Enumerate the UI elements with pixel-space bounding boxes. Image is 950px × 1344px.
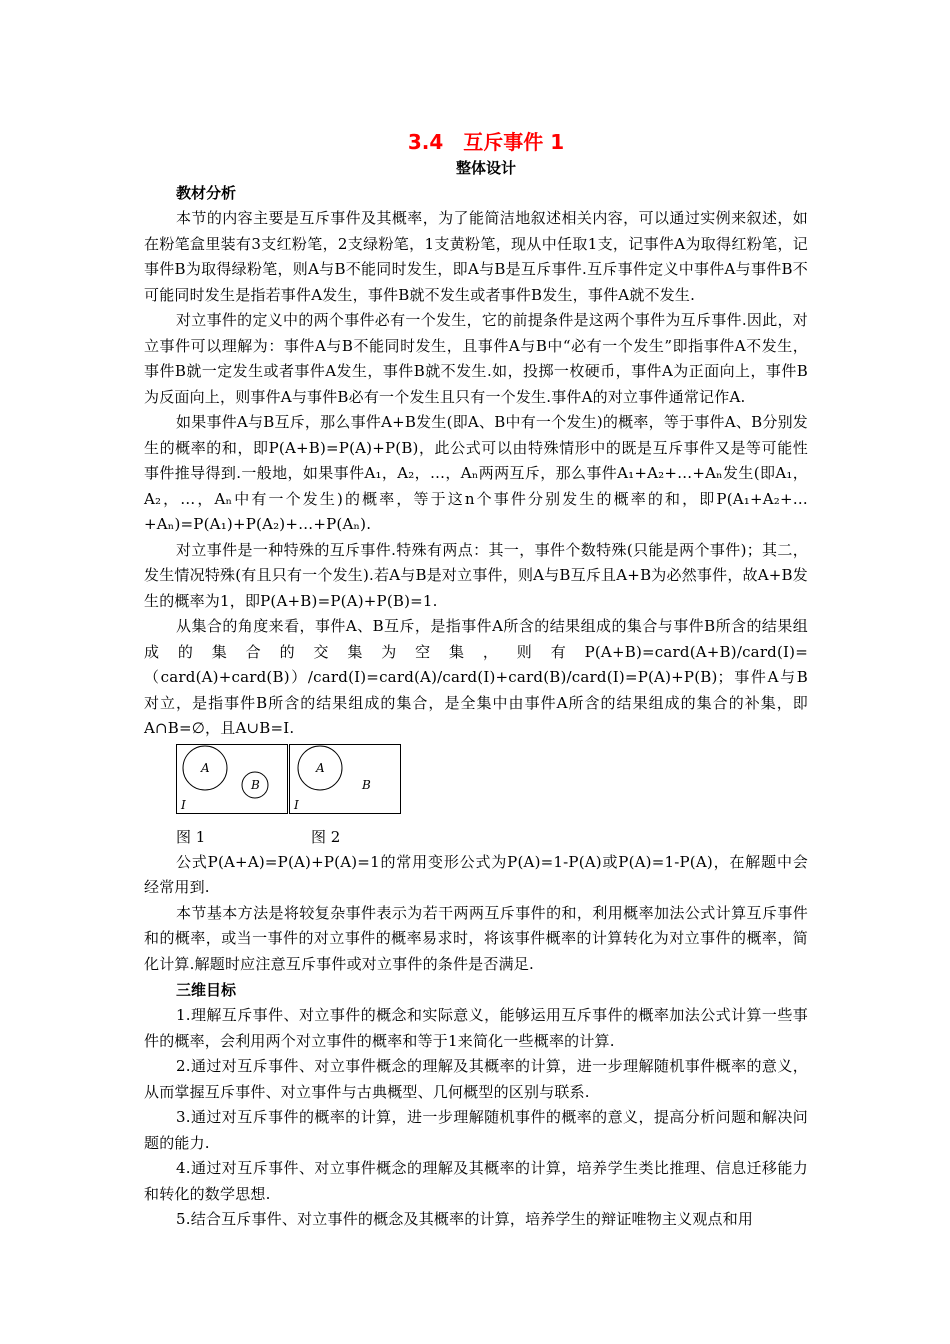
figure-1-caption: 图 1: [176, 827, 206, 846]
goal-item: 1.理解互斥事件、对立事件的概念和实际意义，能够运用互斥事件的概率加法公式计算一些事件的概率，会利用两个对立事件的概率和等于1来简化一些概率的计算.: [144, 1006, 808, 1050]
paragraph: 本节基本方法是将较复杂事件表示为若干两两互斥事件的和，利用概率加法公式计算互斥事件和的概率，或当一事件的对立事件的概率易求时，将该事件概率的计算转化为对立事件的概率，简化计算.解题时应注意互斥事件或对立事件的条件是否满足.: [144, 903, 808, 973]
goal-item: 4.通过对互斥事件、对立事件概念的理解及其概率的计算，培养学生类比推理、信息迁移能力和转化的数学思想.: [144, 1159, 808, 1203]
goal-item: 5.结合互斥事件、对立事件的概念及其概率的计算，培养学生的辩证唯物主义观点和用: [176, 1210, 754, 1228]
page-subtitle: 整体设计: [455, 159, 516, 177]
set-a-label: A: [316, 760, 325, 775]
venn-figures: [176, 744, 808, 822]
paragraph: 从集合的角度来看，事件A、B互斥，是指事件A所含的结果组成的集合与事件B所含的结果组成的集合的交集为空集，则有P(A+B)=card(A+B)/card(I)=（card(A)+card(B)）/card(I)=card(A)/card(I)+card(B)/card(I)=P(A)+P(B)；事件A与B对立，是指事件B所含的结果组成的集合，是全集中由事件A所含的结果组成的集合的补集，即A∩B=∅，且A∪B=I.: [144, 617, 808, 737]
universe-label: I: [294, 797, 299, 812]
set-a-label: A: [201, 760, 210, 775]
set-b-label: B: [362, 777, 371, 792]
document-page: [144, 128, 808, 1233]
section-heading-goals: 三维目标: [176, 981, 237, 999]
figure-captions: [176, 824, 808, 850]
venn-diagram-1: [176, 744, 288, 814]
section-heading-analysis: 教材分析: [176, 184, 237, 202]
goal-item: 2.通过对互斥事件、对立事件概念的理解及其概率的计算，进一步理解随机事件概率的意义，从而掌握互斥事件、对立事件与古典概型、几何概型的区别与联系.: [144, 1057, 808, 1101]
universe-label: I: [181, 797, 186, 812]
paragraph: 公式P(A+A)=P(A)+P(A)=1的常用变形公式为P(A)=1-P(A)或P(A)=1-P(A)，在解题中会经常用到.: [144, 852, 808, 896]
paragraph: 如果事件A与B互斥，那么事件A+B发生(即A、B中有一个发生)的概率，等于事件A、B分别发生的概率的和，即P(A+B)=P(A)+P(B)，此公式可以由特殊情形中的既是互斥事件又是等可能性事件推导得到.一般地，如果事件A₁，A₂，…，Aₙ两两互斥，那么事件A₁+A₂+…+Aₙ发生(即A₁，A₂，…，Aₙ中有一个发生)的概率，等于这n个事件分别发生的概率的和，即P(A₁+A₂+…+Aₙ)=P(A₁)+P(A₂)+…+P(Aₙ).: [144, 413, 808, 533]
page-title: 3.4 互斥事件 1: [407, 130, 565, 154]
venn-diagram-2: [289, 744, 401, 814]
figure-2-caption: 图 2: [311, 827, 341, 846]
paragraph: 对立事件是一种特殊的互斥事件.特殊有两点：其一，事件个数特殊(只能是两个事件)；其二，发生情况特殊(有且只有一个发生).若A与B是对立事件，则A与B互斥且A+B为必然事件，故A+B发生的概率为1，即P(A+B)=P(A)+P(B)=1.: [144, 540, 808, 610]
set-b-label: B: [251, 777, 260, 792]
paragraph: 对立事件的定义中的两个事件必有一个发生，它的前提条件是这两个事件为互斥事件.因此，对立事件可以理解为：事件A与B不能同时发生，且事件A与B中“必有一个发生”即指事件A不发生，事件B就一定发生或者事件A发生，事件B就不发生.如，投掷一枚硬币，事件A为正面向上，事件B为反面向上，则事件A与事件B必有一个发生且只有一个发生.事件A的对立事件通常记作A.: [144, 311, 808, 406]
paragraph: 本节的内容主要是互斥事件及其概率，为了能简洁地叙述相关内容，可以通过实例来叙述，如在粉笔盒里装有3支红粉笔，2支绿粉笔，1支黄粉笔，现从中任取1支，记事件A为取得红粉笔，记事件B为取得绿粉笔，则A与B不能同时发生，即A与B是互斥事件.互斥事件定义中事件A与事件B不可能同时发生是指若事件A发生，事件B就不发生或者事件B发生，事件A就不发生.: [144, 209, 808, 304]
goal-item: 3.通过对互斥事件的概率的计算，进一步理解随机事件的概率的意义，提高分析问题和解决问题的能力.: [144, 1108, 808, 1152]
